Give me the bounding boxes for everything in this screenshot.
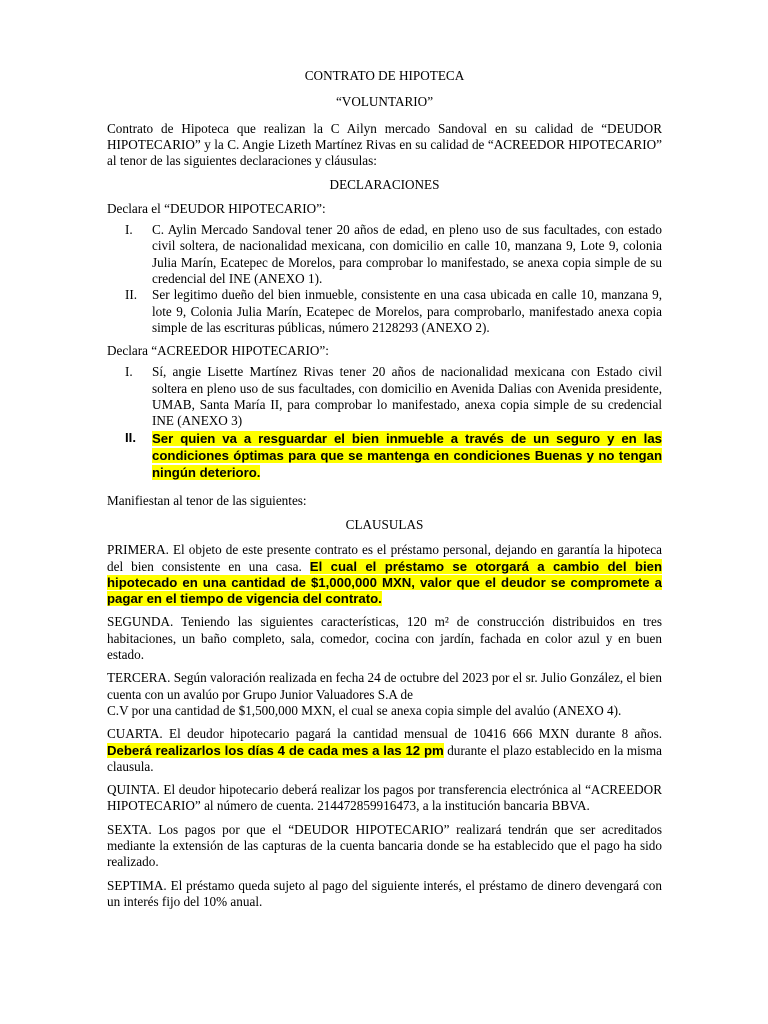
declaraciones-heading: DECLARACIONES bbox=[329, 177, 440, 193]
item-text bbox=[152, 430, 662, 481]
item-number: I. bbox=[125, 222, 133, 238]
item-text: Sí, angie Lisette Martínez Rivas tener 20 años de nacionalidad mexicana con Estado civil soltera en pleno uso de sus facultades, con domicilio en Avenida Dalias con Avenida presidente, UMAB, Santa María II, para comprobar lo manifestado, anexa copia simple de su credencial INE (ANEXO 3) bbox=[152, 364, 662, 429]
item-number: II. bbox=[125, 287, 138, 303]
clause-text: durante el plazo establecido en la misma clausula. bbox=[107, 742, 662, 774]
item-text: Ser legitimo dueño del bien inmueble, consistente en una casa ubicada en calle 10, manzana 9, lote 9, Colonia Julia Marín, Ecatepec de Morelos, para comprobarlo, manifestado anexa copia simple de las escrituras públicas, número 2128293 (ANEXO 2). bbox=[152, 287, 662, 335]
item-text: C. Aylin Mercado Sandoval tener 20 años de edad, en pleno uso de sus facultades, con estado civil soltera, de nacionalidad mexicana, con domicilio en calle 10, manzana 9, Lote 9, colonia Julia Marín, Ecatepec de Morelos, para comprobar lo manifestado, se anexa copia simple de su credencial del INE (ANEXO 1). bbox=[152, 222, 662, 286]
list-item bbox=[107, 430, 662, 481]
clausula-tercera-cont: C.V por una cantidad de $1,500,000 MXN, el cual se anexa copia simple del avalúo (ANEXO 4). bbox=[107, 702, 622, 718]
clausula-cuarta bbox=[107, 726, 662, 775]
intro-paragraph: Contrato de Hipoteca que realizan la C Ailyn mercado Sandoval en su calidad de “DEUDOR HIPOTECARIO” y la C. Angie Lizeth Martínez Rivas en su calidad de “ACREEDOR HIPOTECARIO” al tenor de las siguientes declaraciones y cláusulas: bbox=[107, 120, 662, 169]
clausula-primera bbox=[107, 542, 662, 607]
clause-text: TERCERA. Según valoración realizada en fecha 24 de octubre del 2023 por el sr. Julio González, el bien cuenta con un avalúo por Grupo Junior Valuadores S.A de bbox=[107, 670, 662, 702]
acreedor-declarations bbox=[107, 364, 662, 480]
deudor-heading: Declara el “DEUDOR HIPOTECARIO”: bbox=[107, 200, 326, 216]
deudor-declarations bbox=[107, 222, 662, 336]
list-item bbox=[107, 222, 662, 287]
item-number: I. bbox=[125, 364, 133, 380]
clausula-sexta: SEXTA. Los pagos por que el “DEUDOR HIPOTECARIO” realizará tendrán que ser acreditados mediante la extensión de las capturas de la cuenta bancaria donde se ha establecido que el pago ha sido realizado. bbox=[107, 821, 662, 870]
clausula-tercera bbox=[107, 670, 662, 703]
clausula-segunda: SEGUNDA. Teniendo las siguientes características, 120 m² de construcción distribuidos en tres habitaciones, un baño completo, sala, comedor, cocina con jardín, fachada en color azul y en buen estado. bbox=[107, 614, 662, 663]
highlighted-text: Ser quien va a resguardar el bien inmueble a través de un seguro y en las condiciones óptimas para que se mantenga en condiciones Buenas y no tengan ningún deterioro. bbox=[152, 430, 662, 480]
document-subtitle: “VOLUNTARIO” bbox=[335, 94, 434, 110]
acreedor-heading: Declara “ACREEDOR HIPOTECARIO”: bbox=[107, 343, 329, 359]
clause-text: CUARTA. El deudor hipotecario pagará la cantidad mensual de 10416 666 MXN durante 8 años. bbox=[107, 726, 662, 742]
item-number: II. bbox=[125, 429, 136, 445]
clausula-quinta: QUINTA. El deudor hipotecario deberá realizar los pagos por transferencia electrónica al “ACREEDOR HIPOTECARIO” al número de cuenta. 214472859916473, a la institución bancaria BBVA. bbox=[107, 782, 662, 814]
list-item bbox=[107, 287, 662, 336]
highlighted-text: Deberá realizarlos los días 4 de cada mes a las 12 pm bbox=[107, 742, 444, 758]
clausulas-heading: CLAUSULAS bbox=[345, 516, 424, 532]
clausula-septima: SEPTIMA. El préstamo queda sujeto al pago del siguiente interés, el préstamo de dinero devengará con un interés fijo del 10% anual. bbox=[107, 877, 662, 909]
document-title: CONTRATO DE HIPOTECA bbox=[304, 68, 465, 83]
highlighted-text: El cual el préstamo se otorgará a cambio del bien hipotecado en una cantidad de $1,000,000 MXN, valor que el deudor se compromete a pagar en el tiempo de vigencia del contrato. bbox=[107, 558, 662, 607]
list-item bbox=[107, 364, 662, 429]
manifiestan-line: Manifiestan al tenor de las siguientes: bbox=[107, 492, 307, 508]
clause-text: PRIMERA. El objeto de este presente contrato es el préstamo personal, dejando en garantía la hipoteca del bien consistente en una casa. bbox=[107, 542, 662, 574]
